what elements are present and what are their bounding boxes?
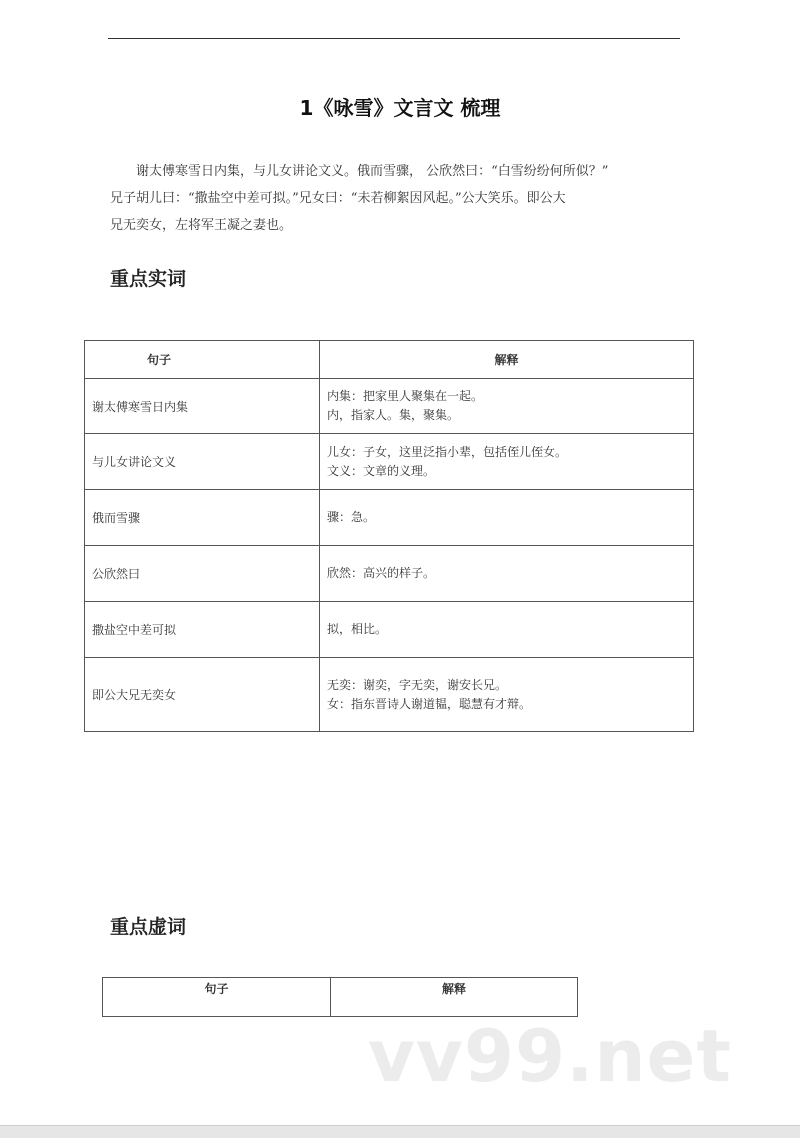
watermark: vv99.net [368, 1014, 732, 1098]
explanation-line: 女：指东晋诗人谢道韫，聪慧有才辩。 [327, 696, 532, 711]
header-explanation-cell [320, 341, 694, 379]
explanation-cell [320, 602, 694, 658]
explanation-line: 欣然：高兴的样子。 [327, 566, 436, 580]
explanation-cell [320, 658, 694, 732]
explanation-line: 拟，相比。 [327, 622, 388, 636]
table-row [85, 658, 694, 732]
header-explanation-cell [331, 978, 578, 1017]
table-row [85, 379, 694, 434]
sentence-cell: 撒盐空中差可拟 [85, 602, 320, 658]
table-row [85, 602, 694, 658]
sentence-cell: 公欣然曰 [85, 546, 320, 602]
header-explanation: 解释 [494, 353, 519, 367]
sentence-cell: 谢太傅寒雪日内集 [85, 379, 320, 434]
table-row [85, 490, 694, 546]
explanation-line: 内，指家人。集，聚集。 [327, 408, 460, 422]
header-explanation: 解释 [441, 982, 466, 996]
page-title: 1《咏雪》文言文 梳理 [299, 96, 501, 120]
header-rule [108, 38, 680, 39]
function-words-table [102, 977, 578, 1017]
sentence-cell: 即公大兄无奕女 [85, 658, 320, 732]
explanation-line: 儿女：子女，这里泛指小辈，包括侄儿侄女。 [327, 444, 568, 459]
passage-line: 谢太傅寒雪日内集，与儿女讲论文义。俄而雪骤， 公欣然曰：“白雪纷纷何所似？” [136, 164, 609, 179]
explanation-line: 内集：把家里人聚集在一起。 [327, 389, 484, 403]
explanation-line: 骤：急。 [327, 510, 376, 524]
explanation-line: 文义：文章的义理。 [327, 463, 436, 478]
section-heading-function-words: 重点虚词 [110, 916, 187, 938]
section-heading-content-words: 重点实词 [110, 268, 187, 290]
header-sentence: 句子 [147, 353, 172, 367]
sentence-cell: 与儿女讲论文义 [85, 434, 320, 490]
table-header-row [85, 341, 694, 379]
table-row [85, 546, 694, 602]
passage-line: 兄子胡儿曰：“撒盐空中差可拟。”兄女曰：“未若柳絮因风起。”公大笑乐。即公大 [110, 191, 566, 206]
sentence-cell: 俄而雪骤 [85, 490, 320, 546]
explanation-cell [320, 379, 694, 434]
passage-line: 兄无奕女，左将军王凝之妻也。 [110, 218, 293, 233]
header-sentence-cell [103, 978, 331, 1017]
explanation-cell [320, 490, 694, 546]
explanation-cell [320, 434, 694, 490]
table-row [85, 434, 694, 490]
table-header-row [103, 978, 578, 1017]
header-sentence: 句子 [204, 982, 229, 996]
content-words-table [84, 340, 694, 732]
explanation-line: 无奕：谢奕，字无奕，谢安长兄。 [327, 677, 508, 692]
page-bottom-bar [0, 1125, 800, 1138]
header-sentence-cell [85, 341, 320, 379]
explanation-cell [320, 546, 694, 602]
passage [110, 158, 685, 239]
